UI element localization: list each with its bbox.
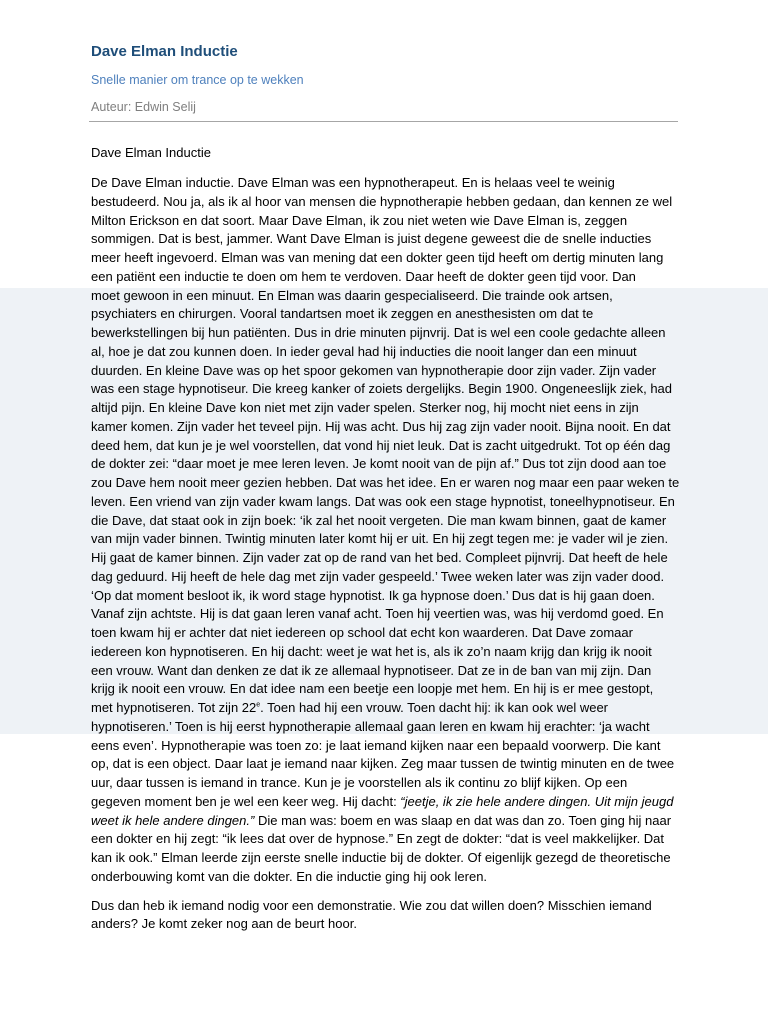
text-fragment: met hypnotiseren. Tot zijn 22	[91, 700, 257, 715]
text-line: een patiënt een inductie te doen om hem te verdoven. Daar heeft de dokter geen tijd voor. Dan	[91, 268, 636, 284]
text-line: bewerkstellingen bij hun patiënten. Dus in drie minuten pijnvrij. Dat is wel een coole gedachte alleen	[91, 325, 666, 340]
text-line: kan ik ook.” Elman leerde zijn eerste snelle inductie bij de dokter. Of eigenlijk gezegd de theoretische	[91, 850, 671, 865]
document-subtitle: Snelle manier om trance op te wekken	[91, 73, 304, 87]
text-line: bestudeerd. Nou ja, als ik al hoor van mensen die hypnotherapie hebben gedaan, dan kennen ze wel	[91, 193, 673, 209]
text-line: meer heeft ingevoerd. Elman was van mening dat een dokter geen tijd heeft om dertig minuten lang	[91, 250, 664, 265]
text-line: duurden. En kleine Dave was op het spoor gekomen van hypnotherapie door zijn vader. Zijn vader	[91, 362, 657, 378]
paragraph-2	[91, 897, 681, 935]
text-fragment: gegeven moment ben je wel een keer weg. Hij dacht:	[91, 793, 401, 809]
text-line: uur, daar tussen is iemand in trance. Kun je je voorstellen als ik continu zo blijf kijken. Op een	[91, 775, 628, 790]
italic-quote: “jeetje, ik zie hele andere dingen. Uit mijn jeugd	[400, 793, 674, 809]
text-line: De Dave Elman inductie. Dave Elman was een hypnotherapeut. En is helaas veel te weinig	[91, 175, 615, 190]
text-line: al, hoe je dat zou kunnen doen. In ieder geval had hij inducties die nooit langer dan een minuut	[91, 343, 637, 359]
text-line: op, dat is een object. Daar laat je iemand naar kijken. Zeg maar tussen de twintig minuten en de twee	[91, 756, 675, 772]
text-line: was een stage hypnotiseur. Die kreeg kanker of zoiets dergelijks. Begin 1900. Ongeneeslijk ziek, had	[91, 381, 673, 397]
text-line: altijd pijn. En kleine Dave kon niet met zijn vader spelen. Sterker nog, hij mocht niet eens in zijn	[91, 400, 639, 415]
text-line: psychiaters en chirurgen. Vooral tandartsen moet ik zeggen en anesthesisten om dat te	[91, 306, 594, 322]
text-line: zou Dave hem nooit meer gezien hebben. Dat was het idee. En er waren nog maar een paar weken te	[91, 475, 680, 490]
document-author: Auteur: Edwin Selij	[91, 100, 196, 114]
text-line	[91, 812, 681, 831]
text-line: hypnotiseren.’ Toen is hij eerst hypnotherapie allemaal gaan leren en kwam hij erachter: ‘ja wacht	[91, 718, 650, 734]
text-line	[91, 699, 681, 718]
text-line: anders? Je komt zeker nog aan de beurt hoor.	[91, 916, 357, 932]
text-line: van mijn vader binnen. Twintig minuten later komt hij er uit. En hij zegt tegen me: je vader wil je zien.	[91, 531, 669, 547]
text-fragment: Die man was: boem en was slaap en dat was dan zo. Toen ging hij naar	[254, 812, 672, 828]
text-line: leven. Een vriend van zijn vader kwam langs. Dat was ook een stage hypnotist, toneelhypnotiseur. En	[91, 493, 675, 509]
text-line: de dokter zei: “daar moet je mee leren leven. Je komt nooit van de pijn af.” Dus tot zijn dood aan toe	[91, 456, 667, 472]
text-line: iedereen kon hypnotiseren. En hij dacht: weet je wat het is, als ik zo’n naam krijg dan krijg ik nooit	[91, 643, 652, 659]
paragraph-1-end	[91, 830, 681, 886]
text-line: deed hem, dat kun je je wel voorstellen, dat vond hij niet leuk. Dat is zacht uitgedrukt. Tot op één dag	[91, 437, 671, 453]
italic-quote: weet ik hele andere dingen.”	[91, 812, 255, 828]
text-line: die Dave, dat staat ook in zijn boek: ‘ik zal het nooit vergeten. Die man kwam binnen, gaat de kamer	[91, 512, 667, 528]
text-line: sommigen. Dat is best, jammer. Want Dave Elman is juist degene geweest die de snelle inducties	[91, 231, 652, 247]
text-line: Hij gaat de kamer binnen. Zijn vader zat op de rand van het bed. Compleet pijnvrij. Dat heeft de hele	[91, 550, 668, 565]
text-line: moet gewoon in een minuut. En Elman was daarin gespecialiseerd. Die trainde ook artsen,	[91, 287, 613, 303]
text-line: dag geduurd. Hij heeft de hele dag met zijn vader gespeeld.’ Twee weken later was zijn vader dood.	[91, 568, 665, 584]
text-line: Dus dan heb ik iemand nodig voor een demonstratie. Wie zou dat willen doen? Misschien iemand	[91, 897, 652, 913]
text-line: Milton Erickson en dat soort. Maar Dave Elman, ik zou niet weten wie Dave Elman is, zeggen	[91, 212, 628, 228]
section-heading: Dave Elman Inductie	[91, 145, 211, 160]
text-line: een vrouw. Want dan denken ze dat ik ze allemaal hypnotiseer. Dat ze in de ban van mij zijn. Dan	[91, 662, 652, 678]
text-line: Vanaf zijn achtste. Hij is dat gaan leren vanaf acht. Toen hij veertien was, was hij verdomd goed. En	[91, 606, 664, 622]
text-line	[91, 793, 681, 812]
text-line: ‘Op dat moment besloot ik, ik word stage hypnotist. Ik ga hypnose doen.’ Dus dat is hij gaan doen.	[91, 587, 655, 603]
text-line: kamer komen. Zijn vader het teveel pijn. Hij was acht. Dus hij zag zijn vader nooit. Bijna nooit. En dat	[91, 418, 671, 434]
paragraph-1-continued	[91, 718, 681, 793]
header-divider	[89, 121, 678, 122]
body-text	[91, 174, 681, 934]
document-title: Dave Elman Inductie	[91, 43, 238, 60]
text-fragment: . Toen had hij een vrouw. Toen dacht hij: ik kan ook wel weer	[260, 700, 609, 715]
paragraph-1	[91, 174, 681, 699]
text-line: eens even’. Hypnotherapie was toen zo: je laat iemand kijken naar een bepaald voorwerp. Die kant	[91, 737, 661, 753]
text-line: toen kwam hij er achter dat niet iedereen op school dat echt kon waarderen. Dat Dave zomaar	[91, 625, 633, 640]
text-line: onderbouwing komt van die dokter. En die inductie ging hij ook leren.	[91, 868, 488, 884]
text-line: krijg ik nooit een vrouw. En dat idee nam een beetje een loopje met hem. En hij is er mee gestopt,	[91, 681, 654, 697]
superscript: e	[256, 701, 261, 709]
text-line: een dokter en hij zegt: “ik lees dat over de hypnose.” En zegt de dokter: “dat is veel makkelijker. Dat	[91, 831, 665, 847]
